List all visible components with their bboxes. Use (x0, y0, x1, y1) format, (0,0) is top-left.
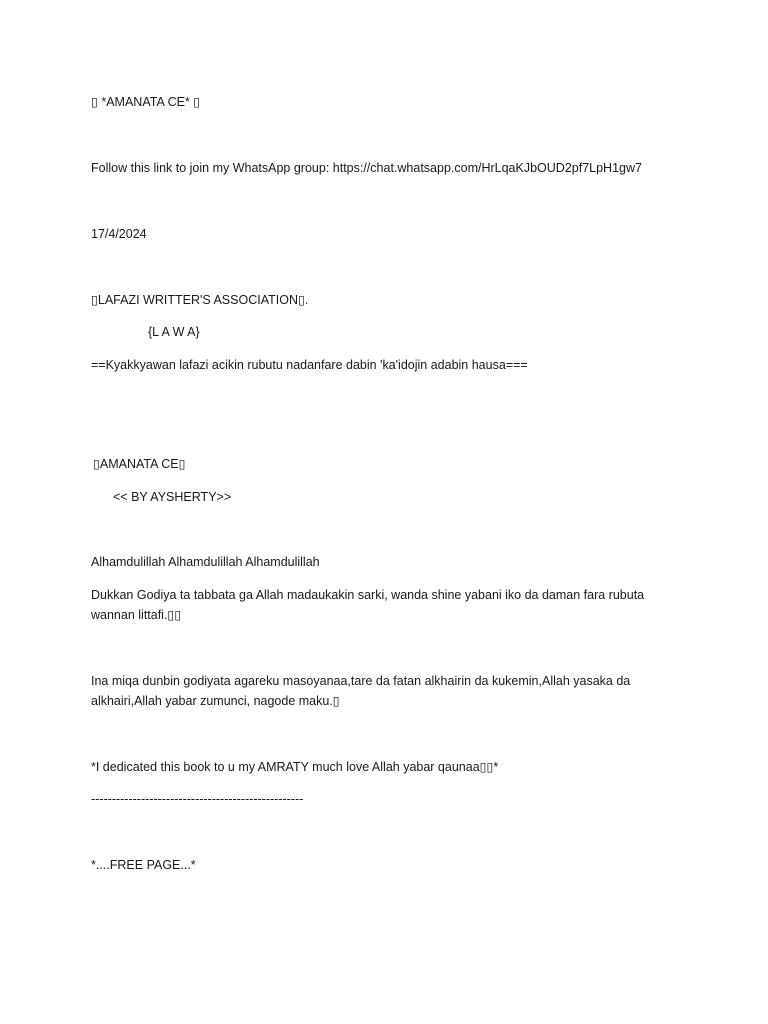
association-motto: ==Kyakkyawan lafazi acikin rubutu nadanfare dabin 'ka'idojin adabin hausa=== (91, 358, 528, 372)
praise-line: Alhamdulillah Alhamdulillah Alhamdulillah (91, 555, 320, 569)
association-name: ▯LAFAZI WRITTER'S ASSOCIATION▯. (91, 293, 309, 307)
author-line: << BY AYSHERTY>> (113, 490, 232, 504)
association-abbreviation: {L A W A} (148, 325, 200, 339)
divider-line: --------------------------------------------------- (91, 792, 304, 806)
paragraph-gratitude: Dukkan Godiya ta tabbata ga Allah madaukakin sarki, wanda shine yabani iko da daman fara rubuta wannan littafi.▯▯ (91, 588, 645, 622)
dedication-line: *I dedicated this book to u my AMRATY much love Allah yabar qaunaa▯▯* (91, 760, 499, 774)
date-line: 17/4/2024 (91, 227, 147, 241)
free-page-line: *....FREE PAGE...* (91, 858, 196, 872)
document-title-line: ▯ *AMANATA CE* ▯ (91, 95, 201, 109)
book-title: ▯AMANATA CE▯ (93, 457, 186, 471)
whatsapp-link-line: Follow this link to join my WhatsApp group: https://chat.whatsapp.com/HrLqaKJbOUD2pf7LpH1gw7 (91, 161, 642, 175)
paragraph-thanks: Ina miqa dunbin godiyata agareku masoyanaa,tare da fatan alkhairin da kukemin,Allah yasaka da alkhairi,Allah yabar zumunci, nagode maku.▯ (91, 674, 631, 708)
